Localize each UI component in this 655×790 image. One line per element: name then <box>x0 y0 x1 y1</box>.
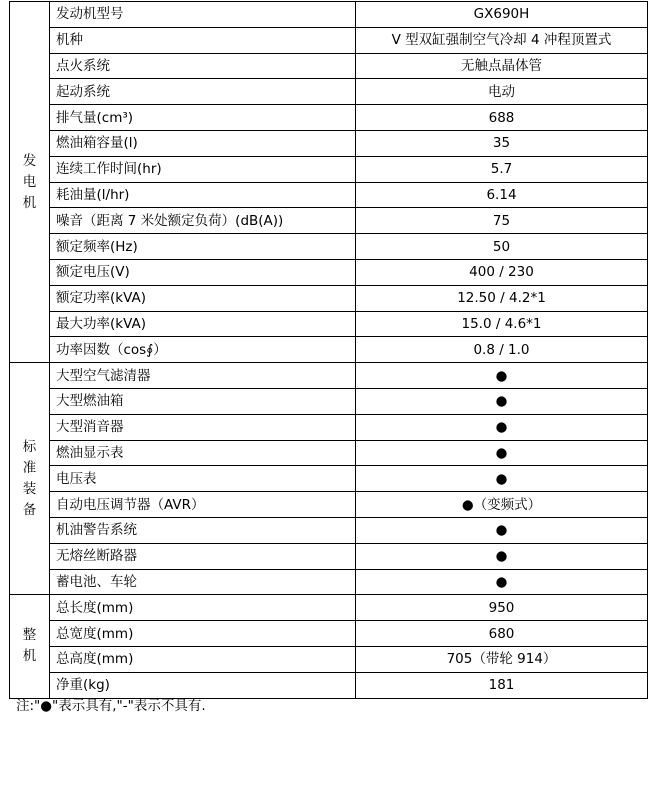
spec-label: 自动电压调节器（AVR） <box>50 492 356 518</box>
spec-label: 功率因数（cos∮） <box>50 337 356 363</box>
spec-value: 680 <box>356 621 648 647</box>
spec-label: 排气量(cm³) <box>50 105 356 131</box>
spec-value: 5.7 <box>356 156 648 182</box>
table-row <box>10 79 648 105</box>
spec-table-body <box>10 2 648 699</box>
spec-value: 75 <box>356 208 648 234</box>
spec-label: 无熔丝断路器 <box>50 543 356 569</box>
table-row <box>10 27 648 53</box>
table-row <box>10 285 648 311</box>
spec-value: ● <box>356 440 648 466</box>
spec-label: 额定频率(Hz) <box>50 234 356 260</box>
table-row <box>10 363 648 389</box>
spec-label: 蓄电池、车轮 <box>50 569 356 595</box>
section-category <box>10 595 50 698</box>
table-row <box>10 492 648 518</box>
section-category <box>10 2 50 363</box>
spec-value: 12.50 / 4.2*1 <box>356 285 648 311</box>
table-row <box>10 569 648 595</box>
spec-label: 噪音（距离 7 米处额定负荷）(dB(A)) <box>50 208 356 234</box>
spec-value: ● <box>356 414 648 440</box>
spec-label: 机油警告系统 <box>50 517 356 543</box>
table-row <box>10 543 648 569</box>
table-row <box>10 208 648 234</box>
spec-value: 688 <box>356 105 648 131</box>
section-category-label: 发电机 <box>22 152 37 211</box>
spec-label: 电压表 <box>50 466 356 492</box>
table-row <box>10 156 648 182</box>
table-row <box>10 621 648 647</box>
table-row <box>10 388 648 414</box>
spec-table <box>9 1 648 699</box>
spec-value: ● <box>356 466 648 492</box>
table-row <box>10 646 648 672</box>
spec-value: 50 <box>356 234 648 260</box>
spec-value: 950 <box>356 595 648 621</box>
spec-value: ● <box>356 543 648 569</box>
table-row <box>10 517 648 543</box>
table-row <box>10 130 648 156</box>
table-row <box>10 595 648 621</box>
spec-value: ●（变频式） <box>356 492 648 518</box>
spec-label: 发动机型号 <box>50 2 356 28</box>
spec-label: 燃油箱容量(l) <box>50 130 356 156</box>
spec-value: ● <box>356 517 648 543</box>
table-row <box>10 440 648 466</box>
spec-value: 6.14 <box>356 182 648 208</box>
table-row <box>10 53 648 79</box>
spec-value: 0.8 / 1.0 <box>356 337 648 363</box>
spec-value: ● <box>356 569 648 595</box>
spec-value: V 型双缸强制空气冷却 4 冲程顶置式 <box>356 27 648 53</box>
section-category <box>10 363 50 595</box>
spec-label: 连续工作时间(hr) <box>50 156 356 182</box>
spec-label: 点火系统 <box>50 53 356 79</box>
spec-value: GX690H <box>356 2 648 28</box>
spec-label: 大型空气滤清器 <box>50 363 356 389</box>
spec-value: 400 / 230 <box>356 259 648 285</box>
table-row <box>10 259 648 285</box>
spec-value: 35 <box>356 130 648 156</box>
table-row <box>10 105 648 131</box>
spec-label: 最大功率(kVA) <box>50 311 356 337</box>
spec-label: 大型燃油箱 <box>50 388 356 414</box>
spec-value: 电动 <box>356 79 648 105</box>
spec-label: 额定功率(kVA) <box>50 285 356 311</box>
spec-label: 额定电压(V) <box>50 259 356 285</box>
spec-label: 大型消音器 <box>50 414 356 440</box>
spec-label: 机种 <box>50 27 356 53</box>
spec-value: ● <box>356 363 648 389</box>
table-row <box>10 466 648 492</box>
spec-value: 705（带轮 914） <box>356 646 648 672</box>
table-row <box>10 337 648 363</box>
spec-label: 耗油量(l/hr) <box>50 182 356 208</box>
spec-value: 无触点晶体管 <box>356 53 648 79</box>
spec-label: 起动系统 <box>50 79 356 105</box>
section-category-label: 整机 <box>22 627 37 665</box>
table-row <box>10 234 648 260</box>
table-row <box>10 311 648 337</box>
spec-label: 净重(kg) <box>50 672 356 698</box>
spec-label: 总长度(mm) <box>50 595 356 621</box>
spec-label: 总高度(mm) <box>50 646 356 672</box>
spec-label: 总宽度(mm) <box>50 621 356 647</box>
spec-value: 15.0 / 4.6*1 <box>356 311 648 337</box>
spec-value: ● <box>356 388 648 414</box>
spec-value: 181 <box>356 672 648 698</box>
spec-label: 燃油显示表 <box>50 440 356 466</box>
table-row <box>10 182 648 208</box>
table-row <box>10 2 648 28</box>
table-row <box>10 414 648 440</box>
footnote: 注:"●"表示具有,"-"表示不具有. <box>16 698 206 714</box>
section-category-label: 标准装备 <box>22 438 37 518</box>
